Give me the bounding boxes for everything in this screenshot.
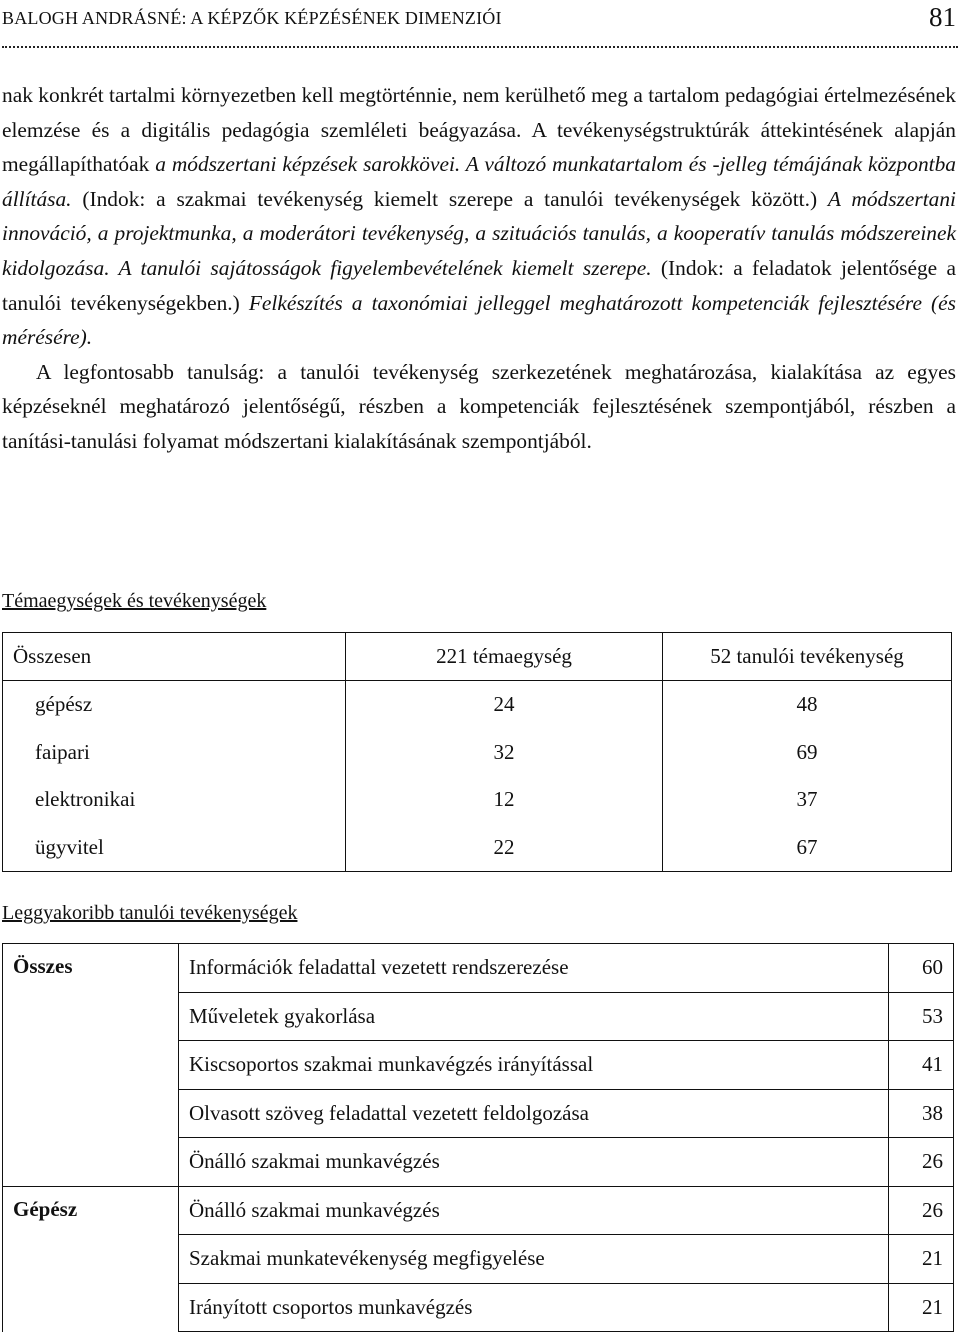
table1-caption: Témaegységek és tevékenységek [2,590,267,612]
topics-table [2,632,952,872]
p1-run: (Indok: a szakmai tevékenység kiemelt szerepe a tanulói tevékenységek között.) [71,186,828,211]
total-activities: 52 tanulói tevékenység [663,633,952,681]
row-activities: 37 [663,776,952,824]
activity-name: Önálló szakmai munkavégzés [179,1186,889,1235]
activity-name: Szakmai munkatevékenység megfigyelése [179,1235,889,1284]
row-label: ügyvitel [3,824,346,872]
activity-count: 26 [889,1138,954,1187]
page-number: 81 [929,2,956,32]
table-row [3,729,952,777]
table2-caption: Leggyakoribb tanulói tevékenységek [2,902,298,924]
running-header [2,2,958,48]
activity-count: 38 [889,1089,954,1138]
table-row [3,681,952,729]
activity-name: Irányított csoportos munkavégzés [179,1283,889,1332]
activity-name: Olvasott szöveg feladattal vezetett feldolgozása [179,1089,889,1138]
row-label: elektronikai [3,776,346,824]
table-row [3,776,952,824]
activity-count: 41 [889,1041,954,1090]
activity-name: Önálló szakmai munkavégzés [179,1138,889,1187]
p1-run: (Indok: a feladatok jelentősége a tanulói tevékenységekben.) [2,255,957,315]
activity-name: Információk feladattal vezetett rendszerezése [179,944,889,993]
row-label: faipari [3,729,346,777]
row-topics: 24 [346,681,663,729]
p1-run-italic: A módszertani innováció, a projektmunka, a moderátori tevékenység, a szituációs tanulás, a kooperatív tanulás módszereinek kidolgozása. A tanulói sajátosságok figyelembevételének kiemelt szerepe. [2,186,956,280]
activity-count: 53 [889,992,954,1041]
p1-run-italic: Felkészítés a taxonómiai jelleggel meghatározott kompetenciák fejlesztésére (és mérésére). [2,290,956,350]
activity-name: Kiscsoportos szakmai munkavégzés irányítással [179,1041,889,1090]
activity-count: 21 [889,1235,954,1284]
p1-run-italic: a módszertani képzések sarokkövei. A változó munkatartalom és -jelleg témájának központba állítása. [2,152,956,211]
row-topics: 32 [346,729,663,777]
p1-run: nak konkrét tartalmi környezetben kell megtörténnie, nem kerülhető meg a tartalom pedagógiai értelmezésének elemzése és a digitális pedagógia szemléleti beágyazása. A tevékenységstruktúrák áttekintésének alapján megállapíthatóak [2,83,956,177]
table-row-total [3,633,952,681]
activity-count: 26 [889,1186,954,1235]
group-label: Összes [3,944,179,1187]
row-activities: 67 [663,824,952,872]
row-activities: 48 [663,681,952,729]
running-title: BALOGH ANDRÁSNÉ: A KÉPZŐK KÉPZÉSÉNEK DIMENZIÓI [2,8,502,28]
total-label: Összesen [3,633,346,681]
group-label: Gépész [3,1186,179,1332]
row-activities: 69 [663,729,952,777]
activity-count: 21 [889,1283,954,1332]
activity-count: 60 [889,944,954,993]
table-row [3,944,954,993]
activity-name: Műveletek gyakorlása [179,992,889,1041]
table-row [3,1186,954,1235]
activities-table [2,943,954,1332]
total-topics: 221 témaegység [346,633,663,681]
body-text [2,78,956,459]
row-topics: 22 [346,824,663,872]
row-topics: 12 [346,776,663,824]
paragraph-1 [2,78,956,355]
paragraph-2: A legfontosabb tanulság: a tanulói tevékenység szerkezetének meghatározása, kialakítása az egyes képzéseknél meghatározó jelentőségű, részben a kompetenciák fejlesztésének szempontjából, részben a tanítási-tanulási folyamat módszertani kialakításának szempontjából. [2,359,956,453]
row-label: gépész [3,681,346,729]
table-row [3,824,952,872]
